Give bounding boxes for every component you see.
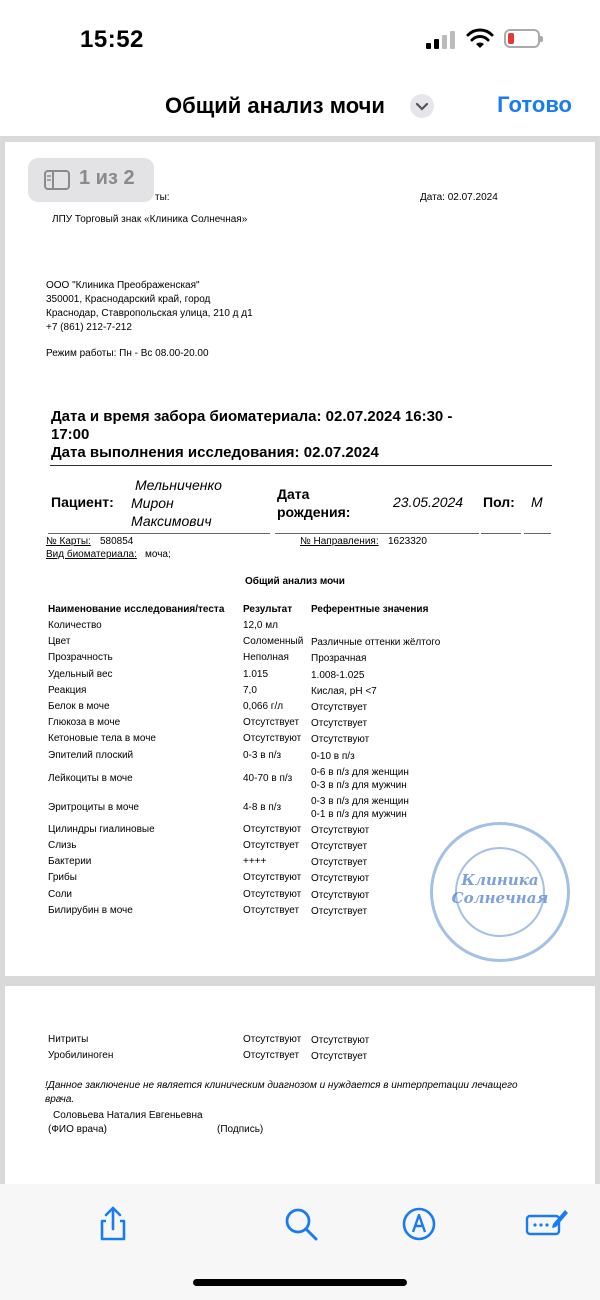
divider [50,465,552,466]
sex-value: М [531,494,543,510]
referral-number: 1623320 [388,536,427,547]
table-row-reference: 0-3 в п/з для женщин [311,795,409,807]
table-row-reference: Различные оттенки жёлтого [311,637,441,649]
table-row-reference: 0-6 в п/з для женщин [311,766,409,778]
table-row-name: Уробилиноген [48,1050,114,1061]
divider [275,533,479,534]
nav-bar [0,80,600,136]
table-row-name: Слизь [48,840,77,851]
table-row-name: Грибы [48,872,77,884]
markup-icon[interactable] [399,1204,439,1244]
table-row-reference: Отсутствует [311,905,368,917]
table-row-result: 0,066 г/л [243,701,284,712]
battery-icon [504,29,540,48]
table-row-result: 4-8 в п/з [243,801,282,813]
table-row-reference: 1.008-1.025 [311,669,365,681]
sidebar-icon [44,170,70,190]
signature-label: (Подпись) [217,1124,264,1135]
doctor-label: (ФИО врача) [48,1124,107,1135]
table-row-result: Отсутствует [243,840,300,851]
document-viewer[interactable] [0,136,600,1184]
table-row-result: 1.015 [243,668,269,680]
table-row-reference: Отсутствуют [311,1035,370,1046]
dob-value: 23.05.2024 [393,494,464,510]
divider [524,533,551,534]
table-row-result: ++++ [243,856,267,868]
title-menu-chevron-icon[interactable] [410,94,434,118]
wifi-icon [466,28,494,50]
disclaimer: !Данное заключение не является клиническим диагнозом и нуждается в интерпретации лечащего [45,1080,518,1091]
card-label: № Карты: [46,536,91,547]
search-icon[interactable] [281,1204,321,1244]
table-row-result: Отсутствует [243,717,300,729]
table-row-name: Соли [48,888,72,900]
status-bar [0,0,600,80]
status-time: 15:52 [80,26,144,53]
table-row-name: Количество [48,620,102,631]
share-icon[interactable] [93,1204,133,1244]
divider [481,533,521,534]
bottom-toolbar [0,1184,600,1300]
table-row-result: 0-3 в п/з [243,749,282,761]
table-row-name: Бактерии [48,856,92,868]
table-row-result: Отсутствуют [243,823,302,835]
biomaterial-label: Вид биоматериала: [46,549,137,560]
table-row-result: Отсутствует [243,1050,300,1061]
table-row-reference: Кислая, pH <7 [311,685,377,697]
sex-label: Пол: [483,494,515,510]
table-row-reference: Прозрачная [311,653,367,665]
table-row-result: 7,0 [243,684,257,696]
table-row-name: Прозрачность [48,652,113,664]
table-row-name: Эритроциты в моче [48,801,139,813]
card-number: 580854 [100,536,134,547]
table-row-name: Цвет [48,636,71,648]
edit-form-icon[interactable] [525,1204,569,1244]
table-row-reference: Отсутствуют [311,734,370,746]
section-title: Общий анализ мочи [245,576,345,587]
collection-datetime: Дата и время забора биоматериала: 02.07.2024 16:30 - [51,408,453,425]
table-row-name: Реакция [48,684,87,696]
lpu-name: ЛПУ Торговый знак «Клиника Солнечная» [52,214,248,225]
table-row-result: 12,0 мл [243,620,278,631]
org-line: 350001, Краснодарский край, город [46,294,211,305]
execution-date: Дата выполнения исследования: 02.07.2024 [51,444,379,461]
table-row-reference: 0-10 в п/з [311,750,355,762]
patient-surname: Мельниченко [135,477,222,493]
done-button[interactable]: Готово [497,92,572,117]
table-row-name: Эпителий плоский [48,749,134,761]
org-line: ООО "Клиника Преображенская" [46,280,200,291]
table-row-name: Билирубин в моче [48,904,133,916]
table-row-reference: Отсутствуют [311,889,370,901]
table-row-name: Кетоновые тела в моче [48,733,156,745]
table-row-reference: Отсутствует [311,1051,368,1062]
page-indicator-label: 1 из 2 [79,167,135,189]
doctor-name: Соловьева Наталия Евгеньевна [53,1110,203,1121]
header-partial-text: ты: [155,192,170,203]
table-row-reference: Отсутствует [311,841,368,852]
work-hours: Режим работы: Пн - Вс 08.00-20.00 [46,348,209,359]
table-row-name: Нитриты [48,1034,89,1045]
table-row-result: Отсутствуют [243,733,302,745]
table-row-result: Отсутствуют [243,872,302,884]
document-title[interactable]: Общий анализ мочи [165,93,385,118]
table-row-result: Соломенный [243,636,304,648]
table-row-reference: Отсутствуют [311,824,370,836]
table-row-result: Отсутствуют [243,888,302,900]
table-row-result: Отсутствуют [243,1034,302,1045]
table-row-name: Цилиндры гиалиновые [48,823,155,835]
patient-first-name: Мирон [131,495,174,511]
document-page-2 [5,986,595,1184]
patient-label: Пациент: [51,494,114,510]
table-header-reference: Референтные значения [311,604,429,615]
table-row-name: Удельный вес [48,668,113,680]
table-row-reference: 0-3 в п/з для мужчин [311,779,407,791]
table-row-reference: Отсутствует [311,857,368,869]
biomaterial-value: моча; [145,549,171,560]
dob-label: Дата [277,486,310,502]
document-date: Дата: 02.07.2024 [420,192,498,203]
table-header-result: Результат [243,604,293,615]
collection-datetime-end: 17:00 [51,426,90,443]
table-row-reference: 0-1 в п/з для мужчин [311,808,407,820]
org-line: Краснодар, Ставропольская улица, 210 д д1 [46,308,253,319]
table-row-name: Глюкоза в моче [48,717,121,729]
table-row-result: 40-70 в п/з [243,772,293,784]
document-page-1 [5,142,595,976]
disclaimer-cont: врача. [45,1094,75,1105]
table-row-name: Лейкоциты в моче [48,772,133,784]
cellular-signal-icon [426,31,458,49]
home-indicator [193,1279,407,1286]
org-line: +7 (861) 212-7-212 [46,322,132,333]
table-row-result: Неполная [243,652,289,664]
table-row-name: Белок в моче [48,701,110,712]
table-row-reference: Отсутствуют [311,873,370,885]
table-header-test: Наименование исследования/теста [48,604,225,615]
clinic-stamp: Клиника Солнечная [430,822,570,962]
dob-label-2: рождения: [277,504,351,520]
table-row-result: Отсутствует [243,904,300,916]
patient-patronymic: Максимович [131,513,212,529]
referral-label: № Направления: [300,536,379,547]
table-row-reference: Отсутствует [311,718,368,730]
table-row-reference: Отсутствует [311,702,368,713]
page-indicator[interactable] [28,158,154,202]
divider [48,533,270,534]
